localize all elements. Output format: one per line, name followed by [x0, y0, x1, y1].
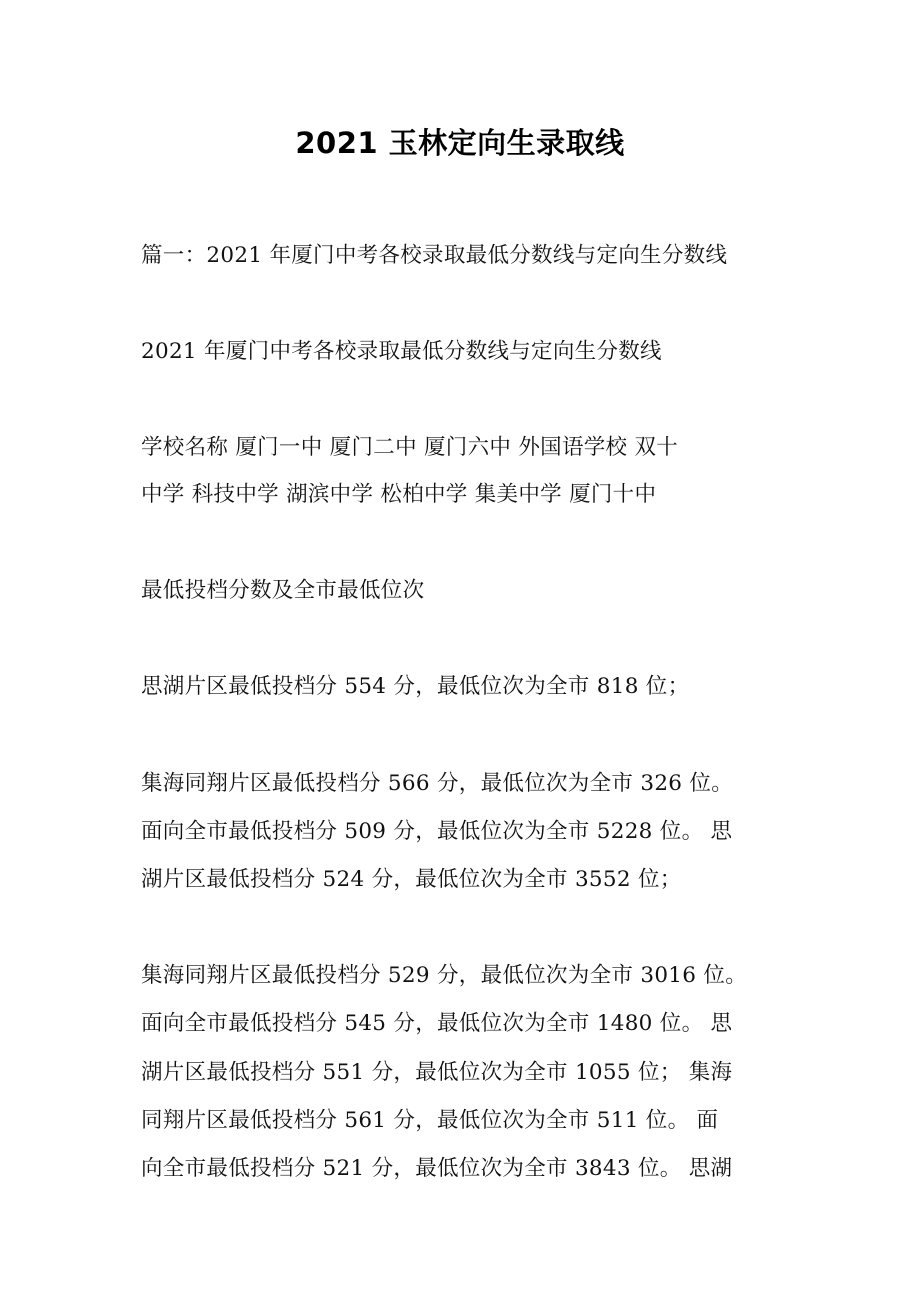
- paragraph-line: 集海同翔片区最低投档分 566 分，最低位次为全市 326 位。: [141, 771, 734, 796]
- paragraph-line: 思湖片区最低投档分 554 分，最低位次为全市 818 位；: [141, 674, 690, 699]
- paragraph-line: 湖片区最低投档分 551 分，最低位次为全市 1055 位； 集海: [141, 1060, 733, 1085]
- paragraph-line: 面向全市最低投档分 509 分，最低位次为全市 5228 位。 思: [141, 819, 733, 844]
- paragraph-line: 集海同翔片区最低投档分 529 分，最低位次为全市 3016 位。: [141, 963, 747, 988]
- school-list-line-1: 学校名称 厦门一中 厦门二中 厦门六中 外国语学校 双十: [141, 435, 679, 460]
- score-section-label: 最低投档分数及全市最低位次: [141, 578, 425, 603]
- paragraph-line: 面向全市最低投档分 545 分，最低位次为全市 1480 位。 思: [141, 1011, 733, 1036]
- paragraph-line: 向全市最低投档分 521 分，最低位次为全市 3843 位。 思湖: [141, 1156, 733, 1181]
- section-heading: 篇一：2021 年厦门中考各校录取最低分数线与定向生分数线: [141, 243, 728, 268]
- document-title: 2021 玉林定向生录取线: [295, 126, 625, 160]
- school-list-line-2: 中学 科技中学 湖滨中学 松柏中学 集美中学 厦门十中: [141, 482, 657, 507]
- paragraph-line: 同翔片区最低投档分 561 分，最低位次为全市 511 位。 面: [141, 1108, 719, 1133]
- paragraph-line: 湖片区最低投档分 524 分，最低位次为全市 3552 位；: [141, 867, 682, 892]
- subheading: 2021 年厦门中考各校录取最低分数线与定向生分数线: [141, 339, 662, 364]
